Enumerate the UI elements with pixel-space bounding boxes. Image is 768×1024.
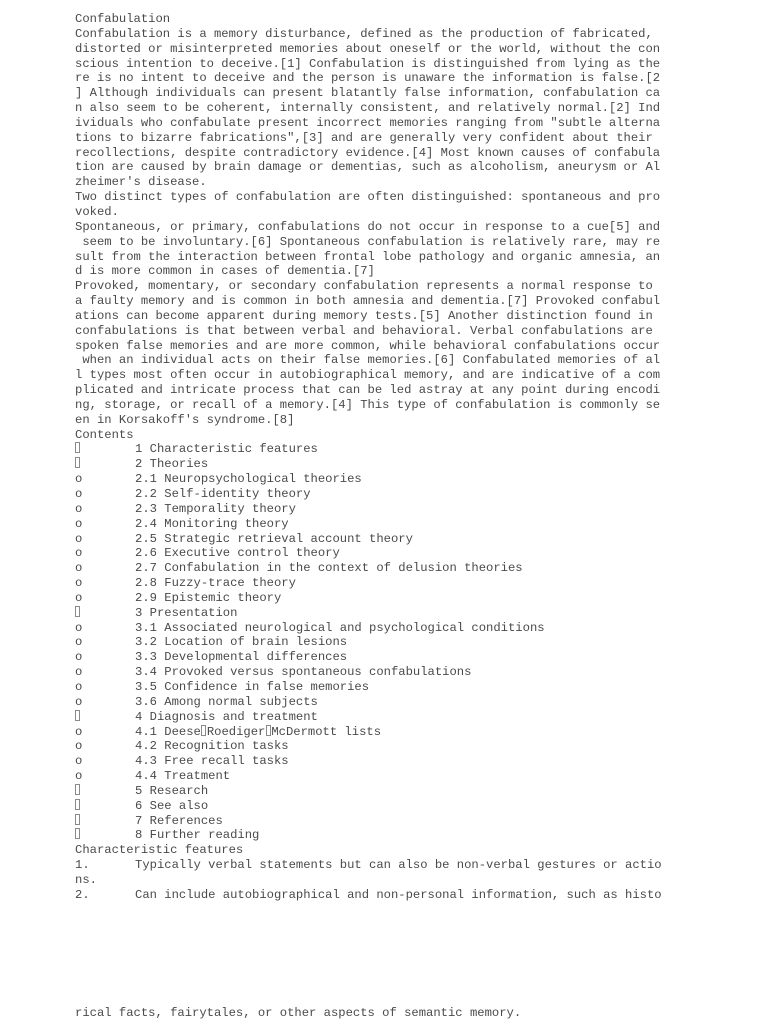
toc-item-label: 2.3 Temporality theory bbox=[135, 501, 296, 516]
circle-bullet-icon: o bbox=[75, 546, 83, 561]
toc-item-label-part: Roediger bbox=[206, 724, 266, 739]
toc-item-label: 8 Further reading bbox=[135, 828, 260, 843]
circle-bullet-icon: o bbox=[75, 650, 83, 665]
toc-item-label: 4.3 Free recall tasks bbox=[135, 754, 289, 769]
circle-bullet-icon: o bbox=[75, 694, 83, 709]
toc-item[interactable] bbox=[75, 739, 755, 754]
list-item-text: Can include autobiographical and non-personal information, such as histo bbox=[135, 887, 662, 902]
toc-item[interactable] bbox=[75, 814, 755, 829]
text-line: en in Korsakoff's syndrome.[8] bbox=[75, 412, 295, 427]
toc-item[interactable] bbox=[75, 680, 755, 695]
toc-item-label: 1 Characteristic features bbox=[135, 442, 318, 457]
toc-item-label: 2 Theories bbox=[135, 457, 209, 472]
circle-bullet-icon: o bbox=[75, 561, 83, 576]
toc-item-label: 2.4 Monitoring theory bbox=[135, 516, 289, 531]
circle-bullet-icon: o bbox=[75, 576, 83, 591]
toc-item[interactable] bbox=[75, 710, 755, 725]
toc-item-label: 3.5 Confidence in false memories bbox=[135, 679, 370, 694]
toc-item[interactable] bbox=[75, 546, 755, 561]
text-line: voked. bbox=[75, 204, 119, 219]
intro-paragraph bbox=[75, 27, 755, 190]
text-line: a faulty memory and is common in both amnesia and dementia.[7] Provoked confabul bbox=[75, 294, 661, 309]
list-item-number: 1. bbox=[75, 858, 90, 873]
toc-item[interactable] bbox=[75, 784, 755, 799]
toc-item[interactable] bbox=[75, 502, 755, 517]
toc-item[interactable] bbox=[75, 472, 755, 487]
text-line: plicated and intricate process that can be led astray at any point during encodi bbox=[75, 383, 661, 398]
text-line: recollections, despite contradictory evidence.[4] Most known causes of confabula bbox=[75, 145, 661, 160]
list-item bbox=[75, 888, 755, 903]
circle-bullet-icon: o bbox=[75, 769, 83, 784]
toc-item[interactable] bbox=[75, 635, 755, 650]
text-line: tion are caused by brain damage or dementias, such as alcoholism, aneurysm or Al bbox=[75, 160, 661, 175]
text-line: ng, storage, or recall of a memory.[4] This type of confabulation is commonly se bbox=[75, 397, 661, 412]
circle-bullet-icon: o bbox=[75, 679, 83, 694]
text-line: when an individual acts on their false memories.[6] Confabulated memories of al bbox=[75, 353, 661, 368]
toc-item-label: 3.4 Provoked versus spontaneous confabulations bbox=[135, 665, 472, 680]
page-continuation-text: rical facts, fairytales, or other aspects of semantic memory. bbox=[75, 1006, 522, 1020]
circle-bullet-icon: o bbox=[75, 635, 83, 650]
toc-item[interactable] bbox=[75, 457, 755, 472]
list-item-wrap: ns. bbox=[75, 872, 97, 887]
text-line: sult from the interaction between frontal lobe pathology and organic amnesia, an bbox=[75, 249, 661, 264]
list-item-number: 2. bbox=[75, 887, 90, 902]
circle-bullet-icon: o bbox=[75, 531, 83, 546]
toc-item-label: 2.6 Executive control theory bbox=[135, 546, 340, 561]
toc-item[interactable] bbox=[75, 532, 755, 547]
text-line: ividuals who confabulate present incorrect memories ranging from "subtle alterna bbox=[75, 115, 661, 130]
toc-item-label: 3.3 Developmental differences bbox=[135, 650, 348, 665]
toc-item[interactable] bbox=[75, 754, 755, 769]
toc-item-label: 3.2 Location of brain lesions bbox=[135, 635, 348, 650]
text-line: spoken false memories and are more common, while behavioral confabulations occur bbox=[75, 338, 661, 353]
circle-bullet-icon: o bbox=[75, 620, 83, 635]
toc-item[interactable] bbox=[75, 576, 755, 591]
types-paragraph bbox=[75, 190, 755, 220]
table-of-contents bbox=[75, 442, 755, 843]
text-line: tions to bizarre fabrications",[3] and are generally very confident about their bbox=[75, 130, 653, 145]
circle-bullet-icon: o bbox=[75, 487, 83, 501]
toc-item-label: 4.2 Recognition tasks bbox=[135, 739, 289, 754]
spontaneous-paragraph bbox=[75, 220, 755, 279]
toc-item[interactable] bbox=[75, 695, 755, 710]
circle-bullet-icon: o bbox=[75, 590, 83, 605]
circle-bullet-icon: o bbox=[75, 724, 83, 739]
toc-item-label: 4.4 Treatment bbox=[135, 769, 231, 784]
missing-glyph-bullet-icon bbox=[75, 457, 80, 472]
document-title: Confabulation bbox=[75, 12, 171, 26]
toc-item[interactable] bbox=[75, 487, 755, 502]
toc-item-label-part: McDermott lists bbox=[271, 724, 382, 739]
toc-item-label: 2.9 Epistemic theory bbox=[135, 590, 282, 605]
toc-item-label: 2.7 Confabulation in the context of delusion theories bbox=[135, 561, 523, 576]
toc-item[interactable] bbox=[75, 561, 755, 576]
list-item-text: Typically verbal statements but can also be non-verbal gestures or actio bbox=[135, 858, 662, 873]
toc-item-label: 3.6 Among normal subjects bbox=[135, 694, 318, 709]
document-body bbox=[75, 12, 755, 903]
text-line: re is no intent to deceive and the person is unaware the information is false.[2 bbox=[75, 71, 661, 86]
toc-item-label: 7 References bbox=[135, 813, 223, 828]
toc-item-label: 4 Diagnosis and treatment bbox=[135, 709, 318, 724]
toc-item-label: 2.1 Neuropsychological theories bbox=[135, 472, 362, 487]
text-line: Confabulation is a memory disturbance, defined as the production of fabricated, bbox=[75, 26, 653, 41]
missing-glyph-bullet-icon bbox=[75, 799, 80, 814]
toc-item[interactable] bbox=[75, 606, 755, 621]
text-line: l types most often occur in autobiographical memory, and are indicative of a com bbox=[75, 368, 661, 383]
toc-item-label: 5 Research bbox=[135, 783, 209, 798]
text-line: distorted or misinterpreted memories about oneself or the world, without the con bbox=[75, 41, 661, 56]
text-line: seem to be involuntary.[6] Spontaneous confabulation is relatively rare, may re bbox=[75, 234, 661, 249]
toc-item[interactable] bbox=[75, 665, 755, 680]
toc-item[interactable] bbox=[75, 725, 755, 740]
circle-bullet-icon: o bbox=[75, 665, 83, 680]
section-heading-characteristic-features: Characteristic features bbox=[75, 843, 244, 858]
circle-bullet-icon: o bbox=[75, 516, 83, 531]
features-list bbox=[75, 858, 755, 903]
toc-item-label: 3 Presentation bbox=[135, 605, 238, 620]
toc-item-label: 2.2 Self-identity theory bbox=[135, 487, 311, 501]
toc-item-label: 6 See also bbox=[135, 798, 209, 813]
text-line: Provoked, momentary, or secondary confabulation represents a normal response to bbox=[75, 279, 653, 294]
circle-bullet-icon: o bbox=[75, 501, 83, 516]
provoked-paragraph bbox=[75, 279, 755, 427]
text-line: zheimer's disease. bbox=[75, 175, 207, 190]
text-line: Two distinct types of confabulation are often distinguished: spontaneous and pro bbox=[75, 190, 661, 205]
toc-item-label: 2.8 Fuzzy-trace theory bbox=[135, 576, 296, 591]
missing-glyph-bullet-icon bbox=[75, 828, 80, 843]
toc-item[interactable] bbox=[75, 517, 755, 532]
missing-glyph-bullet-icon bbox=[75, 710, 80, 725]
toc-item[interactable] bbox=[75, 442, 755, 457]
missing-glyph-icon bbox=[201, 725, 206, 736]
missing-glyph-bullet-icon bbox=[75, 784, 80, 799]
text-line: ] Although individuals can present blatantly false information, confabulation ca bbox=[75, 86, 661, 101]
contents-heading: Contents bbox=[75, 427, 134, 442]
toc-item[interactable] bbox=[75, 650, 755, 665]
toc-item[interactable] bbox=[75, 799, 755, 814]
toc-item-label: 2.5 Strategic retrieval account theory bbox=[135, 531, 413, 546]
text-line: n also seem to be coherent, internally consistent, and relatively normal.[2] Ind bbox=[75, 101, 661, 116]
text-line: d is more common in cases of dementia.[7] bbox=[75, 264, 375, 279]
toc-item[interactable] bbox=[75, 591, 755, 606]
missing-glyph-bullet-icon bbox=[75, 606, 80, 621]
text-line: ations can become apparent during memory tests.[5] Another distinction found in bbox=[75, 308, 653, 323]
toc-item[interactable] bbox=[75, 769, 755, 784]
toc-item-label-part: 4.1 Deese bbox=[135, 724, 201, 739]
circle-bullet-icon: o bbox=[75, 739, 83, 754]
text-line: confabulations is that between verbal and behavioral. Verbal confabulations are bbox=[75, 323, 653, 338]
text-line: scious intention to deceive.[1] Confabulation is distinguished from lying as the bbox=[75, 56, 661, 71]
toc-item-label: 3.1 Associated neurological and psychological conditions bbox=[135, 620, 545, 635]
circle-bullet-icon: o bbox=[75, 754, 83, 769]
toc-item-label bbox=[135, 725, 381, 740]
missing-glyph-bullet-icon bbox=[75, 442, 80, 457]
toc-item[interactable] bbox=[75, 621, 755, 636]
toc-item[interactable] bbox=[75, 828, 755, 843]
circle-bullet-icon: o bbox=[75, 472, 83, 487]
list-item bbox=[75, 858, 755, 873]
missing-glyph-bullet-icon bbox=[75, 814, 80, 829]
text-line: Spontaneous, or primary, confabulations do not occur in response to a cue[5] and bbox=[75, 219, 661, 234]
